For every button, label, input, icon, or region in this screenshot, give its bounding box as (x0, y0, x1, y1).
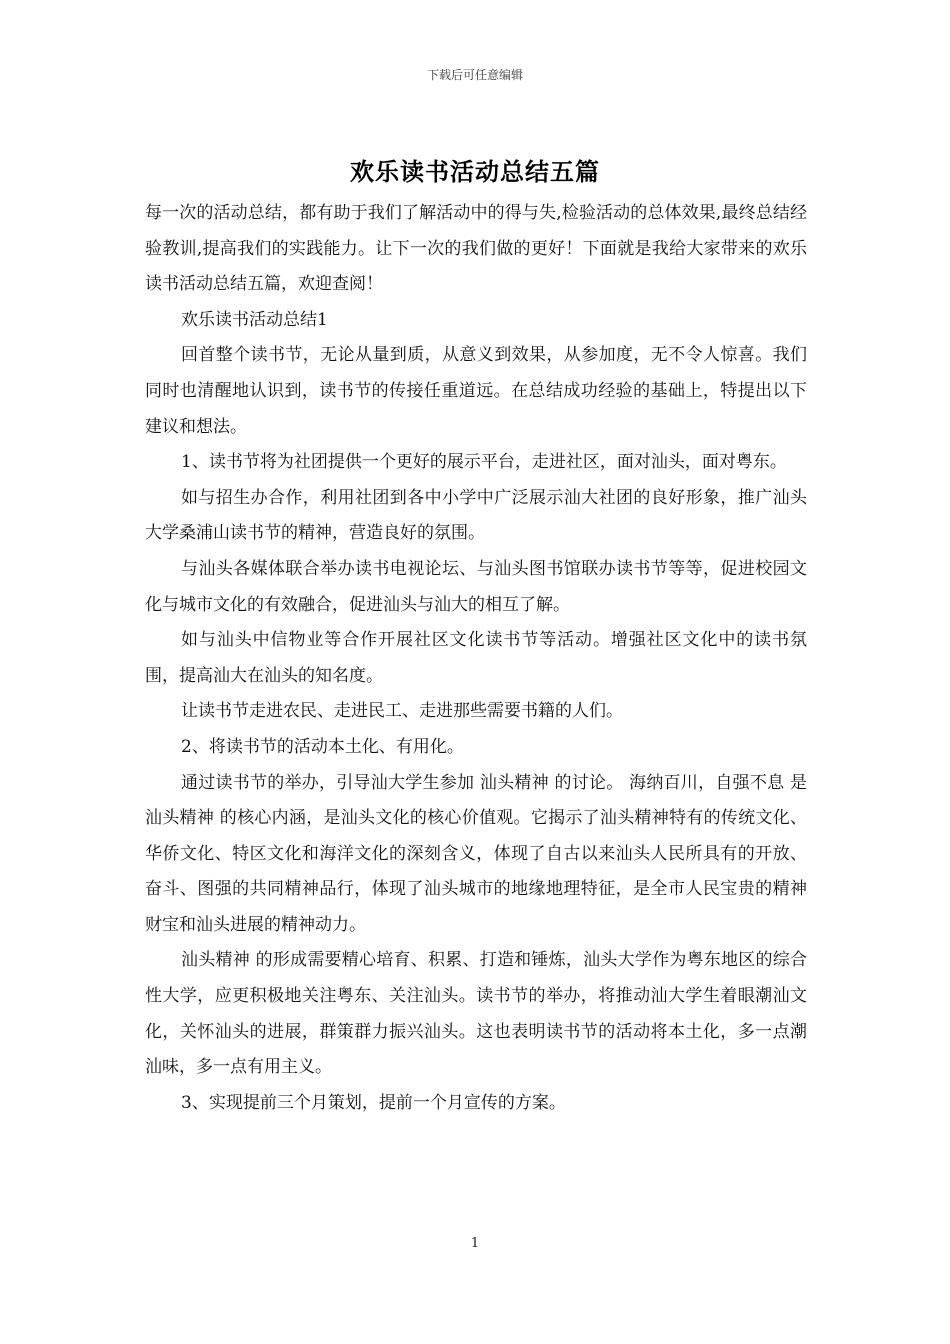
body-paragraph: 让读书节走进农民、走进民工、走进那些需要书籍的人们。 (181, 701, 623, 722)
body-paragraph: 通过读书节的举办，引导汕大学生参加 汕头精神 的讨论。 海纳百川，自强不息 是 汕头精神 的核心内涵，是汕头文化的核心价值观。它揭示了汕头精神特有的传统文化、华侨文化、特区文化和海洋文化的深刻含义，体现了自古以来汕头人民所具有的开放、奋斗、图强的共同精神品行，体现了汕头城市的地缘地理特征，是全市人民宝贵的精神财宝和汕头进展的精神动力。 (145, 772, 807, 935)
body-paragraph: 与汕头各媒体联合举办读书电视论坛、与汕头图书馆联办读书节等等，促进校园文化与城市文化的有效融合，促进汕头与汕大的相互了解。 (145, 558, 807, 615)
body-paragraph: 如与招生办合作，利用社团到各中小学中广泛展示汕大社团的良好形象，推广汕头大学桑浦山读书节的精神，营造良好的氛围。 (145, 487, 807, 544)
body-paragraph: 回首整个读书节，无论从量到质，从意义到效果，从参加度，无不令人惊喜。我们同时也清醒地认识到，读书节的传接任重道远。在总结成功经验的基础上，特提出以下建议和想法。 (145, 345, 807, 437)
document-body (145, 196, 807, 1121)
intro-paragraph: 每一次的活动总结，都有助于我们了解活动中的得与失,检验活动的总体效果,最终总结经验教训,提高我们的实践能力。让下一次的我们做的更好！下面就是我给大家带来的欢乐读书活动总结五篇，欢迎查阅！ (145, 203, 807, 295)
header-note: 下载后可任意编辑 (426, 68, 523, 82)
numbered-point: 2、将读书节的活动本土化、有用化。 (181, 736, 464, 757)
numbered-point: 1、读书节将为社团提供一个更好的展示平台，走进社区，面对汕头，面对粤东。 (181, 452, 787, 473)
body-paragraph: 如与汕头中信物业等合作开展社区文化读书节等活动。增强社区文化中的读书氛围，提高汕大在汕头的知名度。 (145, 630, 807, 686)
section-heading: 欢乐读书活动总结1 (181, 309, 328, 330)
page-number: 1 (470, 1236, 480, 1251)
body-paragraph: 汕头精神 的形成需要精心培育、积累、打造和锤炼，汕头大学作为粤东地区的综合性大学，应更积极地关注粤东、关注汕头。读书节的举办，将推动汕大学生着眼潮汕文化，关怀汕头的进展，群策群力振兴汕头。这也表明读书节的活动将本土化，多一点潮汕味，多一点有用主义。 (145, 950, 807, 1078)
document-title: 欢乐读书活动总结五篇 (350, 157, 600, 186)
numbered-point: 3、实现提前三个月策划，提前一个月宣传的方案。 (181, 1092, 566, 1113)
